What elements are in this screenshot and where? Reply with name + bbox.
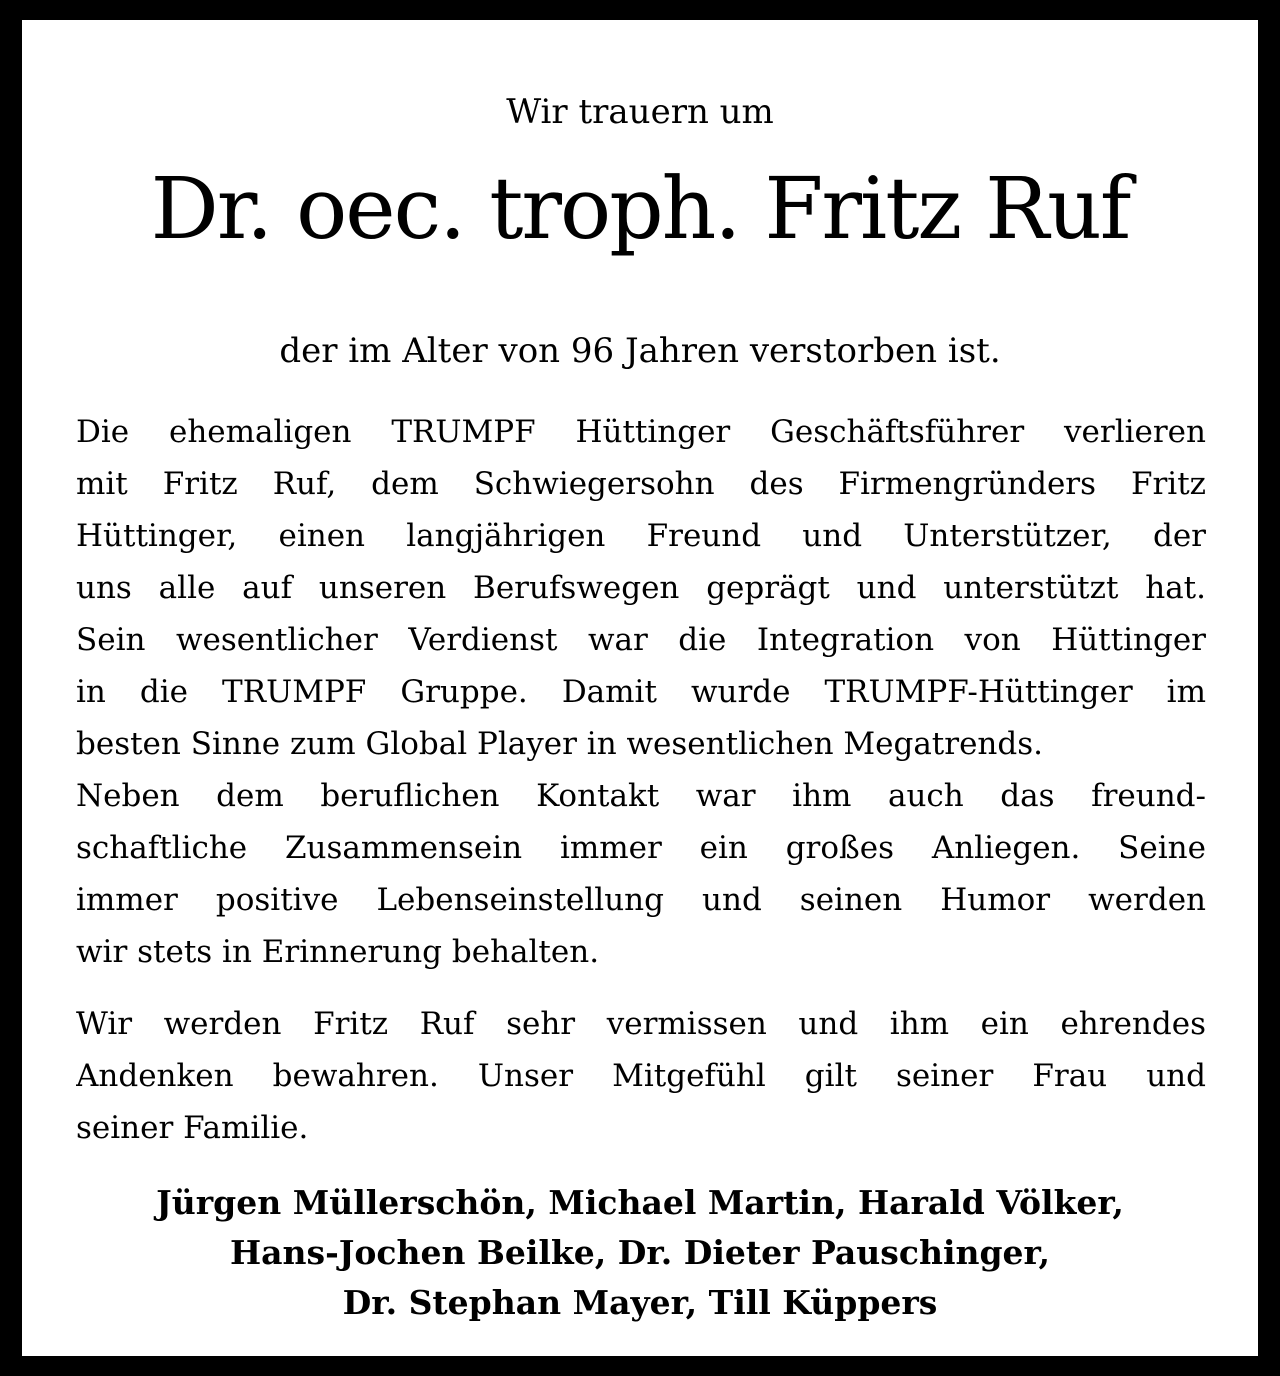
signer-line: Hans-Jochen Beilke, Dr. Dieter Pauschinger, <box>229 1233 1051 1272</box>
paragraph-line: uns alle auf unseren Berufswegen geprägt und unterstützt hat. <box>76 570 1206 606</box>
obituary-notice <box>22 20 1258 1356</box>
intro-line: Wir trauern um <box>506 92 774 132</box>
signer-line: Jürgen Müllerschön, Michael Martin, Harald Völker, <box>156 1183 1124 1222</box>
paragraph-line: besten Sinne zum Global Player in wesentlichen Megatrends. <box>76 726 1043 762</box>
paragraph-line: Die ehemaligen TRUMPF Hüttinger Geschäftsführer verlieren <box>76 414 1206 450</box>
farewell-paragraph <box>76 998 1206 1154</box>
paragraph-line: Hüttinger, einen langjährigen Freund und Unterstützer, der <box>76 518 1206 554</box>
paragraph-line: Neben dem beruflichen Kontakt war ihm auch das freund- <box>76 778 1206 814</box>
paragraph-line: wir stets in Erinnerung behalten. <box>76 934 600 970</box>
paragraph-line: in die TRUMPF Gruppe. Damit wurde TRUMPF-Hüttinger im <box>76 674 1206 710</box>
age-line: der im Alter von 96 Jahren verstorben ist. <box>279 331 1001 371</box>
paragraph-line: Sein wesentlicher Verdienst war die Integration von Hüttinger <box>76 622 1206 658</box>
paragraph-line: seiner Familie. <box>76 1110 309 1146</box>
paragraph-line: mit Fritz Ruf, dem Schwiegersohn des Firmengründers Fritz <box>76 466 1206 502</box>
paragraph-line: schaftliche Zusammensein immer ein großes Anliegen. Seine <box>76 830 1206 866</box>
signers-list <box>22 1178 1258 1328</box>
deceased-name: Dr. oec. troph. Fritz Ruf <box>150 160 1130 259</box>
paragraph-line: Andenken bewahren. Unser Mitgefühl gilt seiner Frau und <box>76 1058 1206 1094</box>
paragraph-line: immer positive Lebenseinstellung und seinen Humor werden <box>76 882 1206 918</box>
signer-line: Dr. Stephan Mayer, Till Küppers <box>342 1283 938 1322</box>
tribute-paragraph <box>76 406 1206 978</box>
paragraph-line: Wir werden Fritz Ruf sehr vermissen und ihm ein ehrendes <box>76 1006 1206 1042</box>
